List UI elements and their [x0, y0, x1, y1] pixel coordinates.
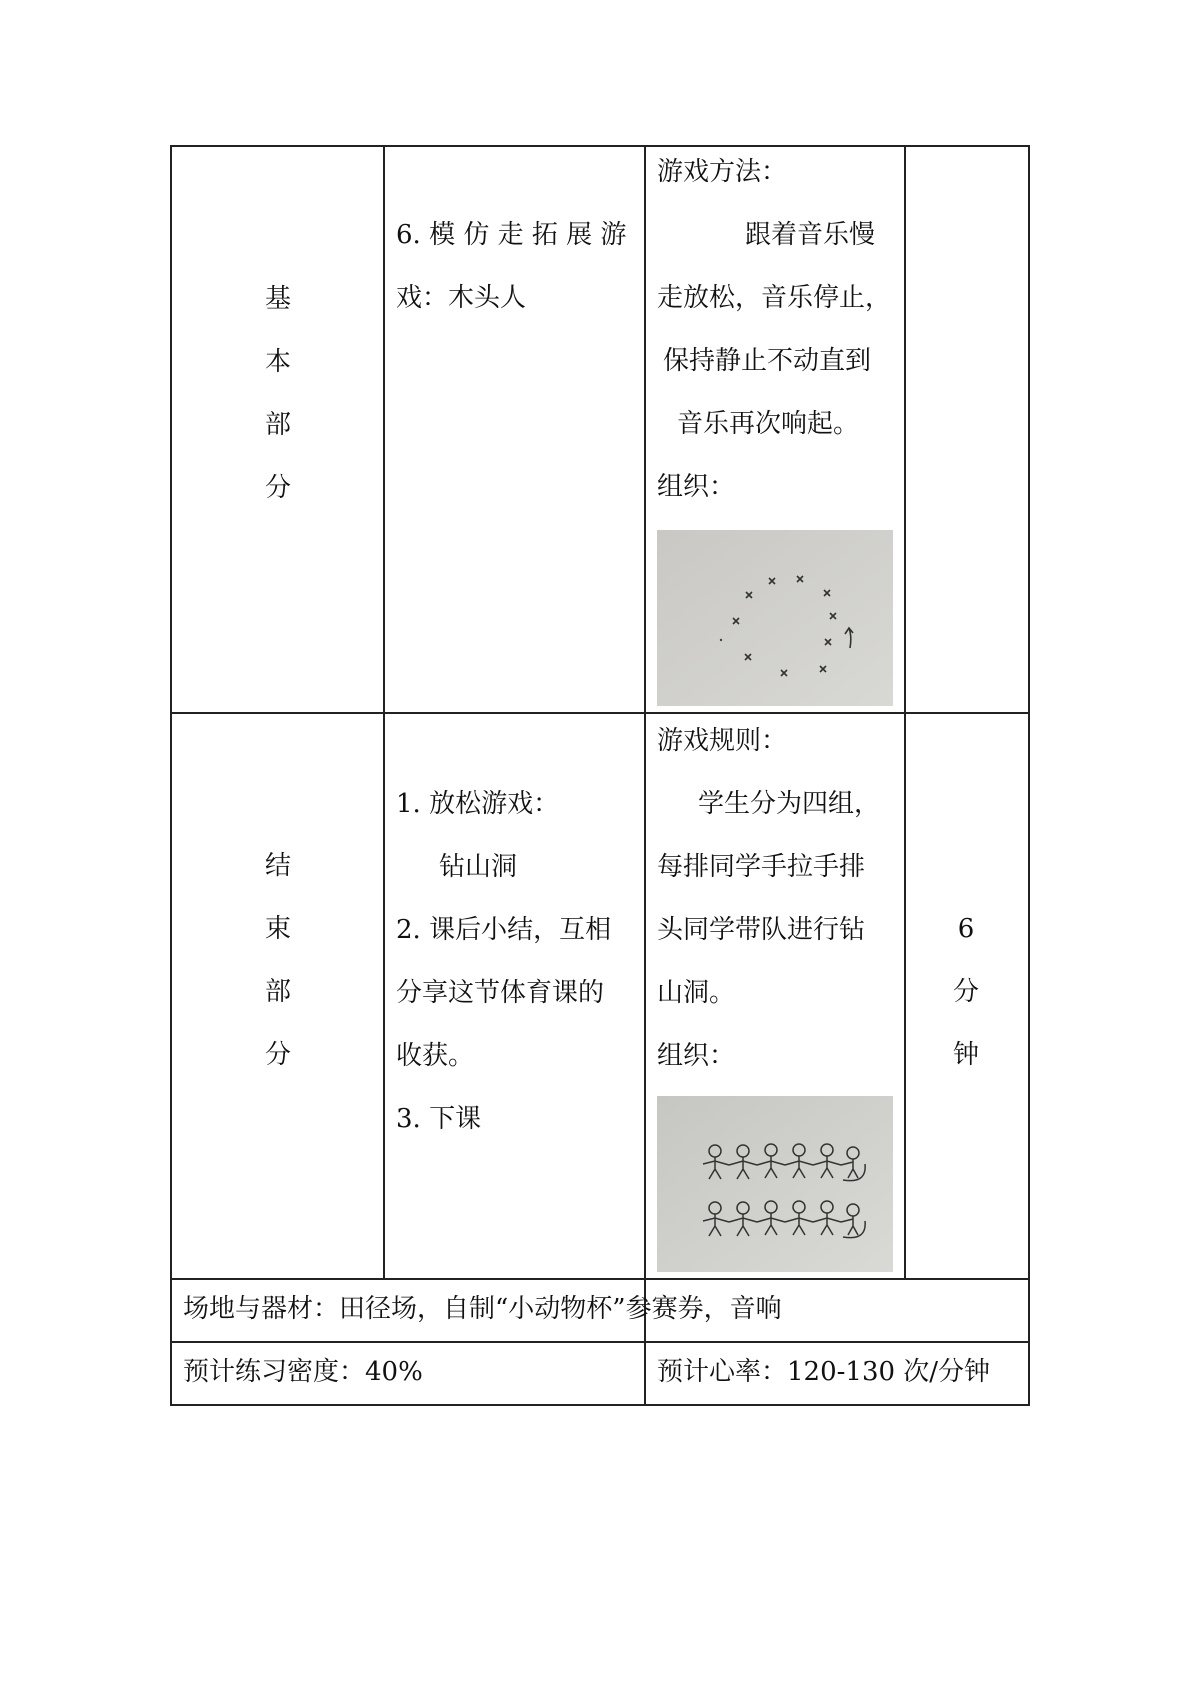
table-left-border — [170, 145, 172, 1406]
content-line: 1. 放松游戏： — [396, 789, 560, 819]
organization-label: 组织： — [657, 472, 736, 502]
content-line: 6. 模 仿 走 拓 展 游 — [396, 220, 627, 250]
content-line: 2. 课后小结，互相 — [396, 915, 612, 945]
col-divider-1 — [383, 145, 385, 1280]
hand-in-hand-rows-photo — [657, 1096, 893, 1272]
table-right-border — [1028, 145, 1030, 1406]
rules-line: 学生分为四组， — [698, 789, 881, 819]
method-line: 跟着音乐慢 — [745, 220, 876, 250]
table-bottom-border — [170, 1404, 1030, 1406]
row-divider-1 — [170, 712, 1030, 714]
duration-end — [946, 898, 986, 1087]
rules-line: 山洞。 — [657, 978, 736, 1008]
content-line: 钻山洞 — [439, 852, 518, 882]
section-label-end — [258, 835, 298, 1087]
rules-line: 每排同学手拉手排 — [657, 852, 866, 882]
section-char: 分 — [264, 1040, 291, 1070]
section-char: 部 — [264, 410, 291, 440]
method-line: 走放松，音乐停止， — [657, 283, 892, 313]
organization-label: 组织： — [657, 1041, 736, 1071]
duration-char: 钟 — [952, 1040, 979, 1070]
duration-char: 6 — [957, 914, 975, 944]
content-line: 收获。 — [396, 1041, 475, 1071]
col-divider-3 — [904, 145, 906, 1280]
section-char: 分 — [264, 473, 291, 503]
section-char: 束 — [264, 914, 291, 944]
rules-heading: 游戏规则： — [657, 726, 788, 756]
section-char: 部 — [264, 977, 291, 1007]
section-char: 本 — [264, 347, 291, 377]
method-heading: 游戏方法： — [657, 157, 788, 187]
col-divider-2 — [644, 145, 646, 1406]
rules-line: 头同学带队进行钻 — [657, 915, 866, 945]
duration-char: 分 — [952, 977, 979, 1007]
practice-density: 预计练习密度：40% — [183, 1357, 423, 1387]
section-label-basic — [258, 268, 298, 520]
table-top-border — [170, 145, 1030, 147]
rows-formation-drawing — [657, 1096, 893, 1272]
venue-equipment: 场地与器材：田径场，自制“小动物杯”参赛券，音响 — [183, 1294, 782, 1324]
section-char: 基 — [264, 284, 291, 314]
content-line: 3. 下课 — [396, 1104, 482, 1134]
method-line: 保持静止不动直到 — [663, 346, 872, 376]
circle-formation-photo — [657, 530, 893, 706]
method-line: 音乐再次响起。 — [677, 409, 860, 439]
circle-formation-drawing — [657, 530, 893, 706]
content-line: 戏：木头人 — [396, 283, 527, 313]
content-line: 分享这节体育课的 — [396, 978, 605, 1008]
section-char: 结 — [264, 851, 291, 881]
heart-rate: 预计心率：120-130 次/分钟 — [657, 1357, 991, 1387]
